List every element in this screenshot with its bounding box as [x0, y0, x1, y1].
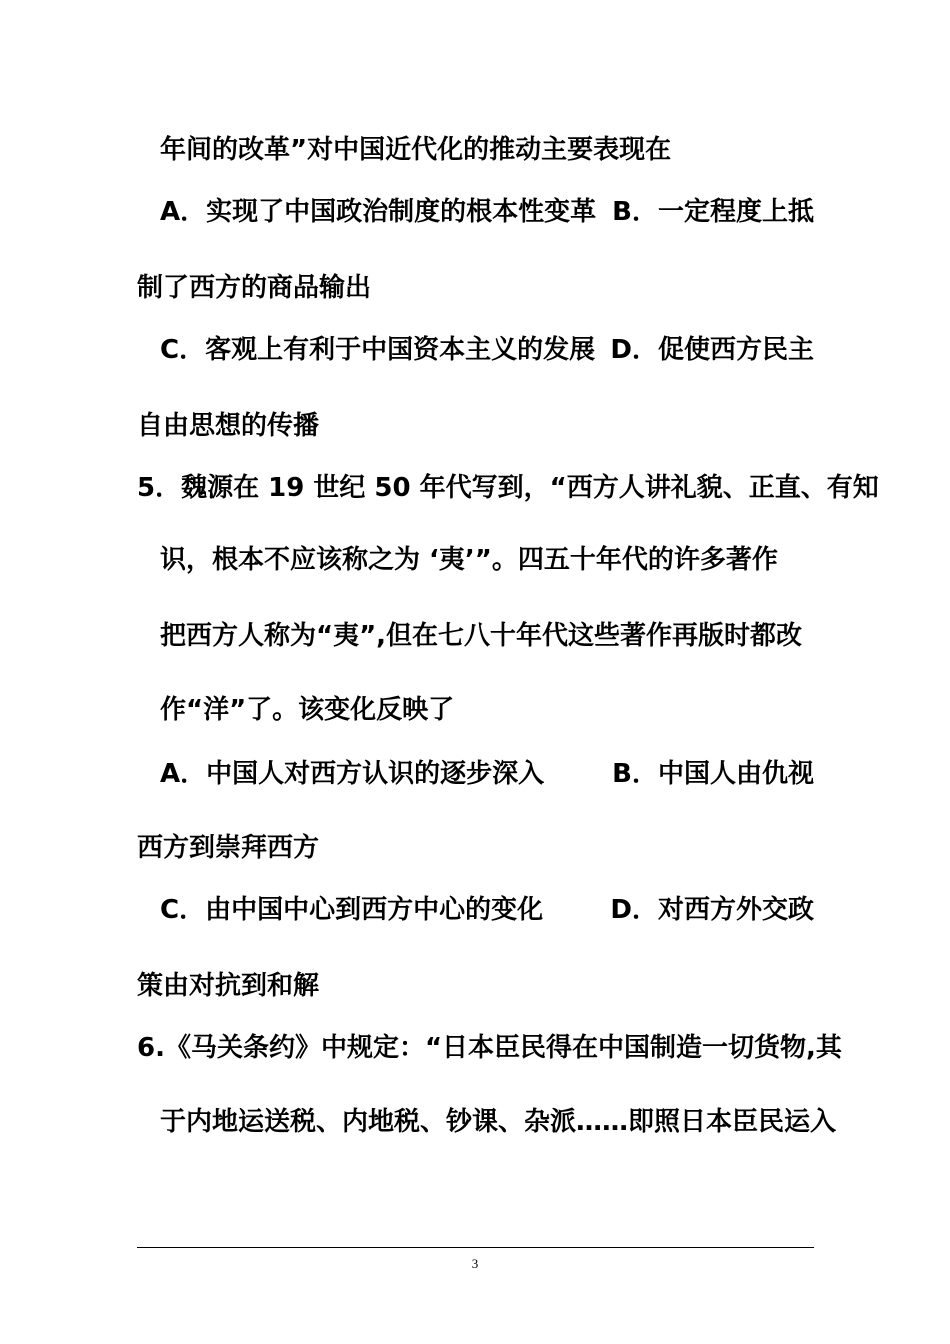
text-line: 作“洋”了。该变化反映了 — [160, 695, 455, 725]
text-line: 识，根本不应该称之为 ‘夷’”。四五十年代的许多著作 — [160, 545, 778, 575]
question-6-stem: 6.《马关条约》中规定：“日本臣民得在中国制造一切货物,其 — [137, 1033, 842, 1063]
question-5-stem: 5．魏源在 19 世纪 50 年代写到，“西方人讲礼貌、正直、有知 — [137, 473, 879, 503]
option-d: D．促使西方民主 — [610, 335, 814, 365]
option-a: A．中国人对西方认识的逐步深入 — [160, 759, 545, 789]
question-4-options-cd — [160, 334, 814, 366]
text-line: 策由对抗到和解 — [137, 971, 320, 1001]
text-line: 把西方人称为“夷”,但在七八十年代这些著作再版时都改 — [160, 621, 803, 651]
page-number: 3 — [471, 1256, 479, 1271]
text-line: 制了西方的商品输出 — [137, 273, 372, 303]
option-b: B．一定程度上抵 — [612, 197, 814, 227]
option-a: A．实现了中国政治制度的根本性变革 — [160, 197, 597, 227]
question-4-options-ab — [160, 196, 814, 228]
option-c: C．由中国中心到西方中心的变化 — [160, 895, 544, 925]
option-b: B．中国人由仇视 — [612, 759, 814, 789]
question-5-options-ab — [160, 758, 814, 790]
text-line: 自由思想的传播 — [137, 411, 320, 441]
option-c: C．客观上有利于中国资本主义的发展 — [160, 335, 596, 365]
question-5-options-cd — [160, 894, 814, 926]
text-line: 于内地运送税、内地税、钞课、杂派……即照日本臣民运入 — [160, 1107, 837, 1137]
text-line: 西方到崇拜西方 — [137, 833, 320, 863]
text-line: 年间的改革”对中国近代化的推动主要表现在 — [160, 135, 672, 165]
footer-divider — [137, 1247, 814, 1248]
option-d: D．对西方外交政 — [610, 895, 814, 925]
